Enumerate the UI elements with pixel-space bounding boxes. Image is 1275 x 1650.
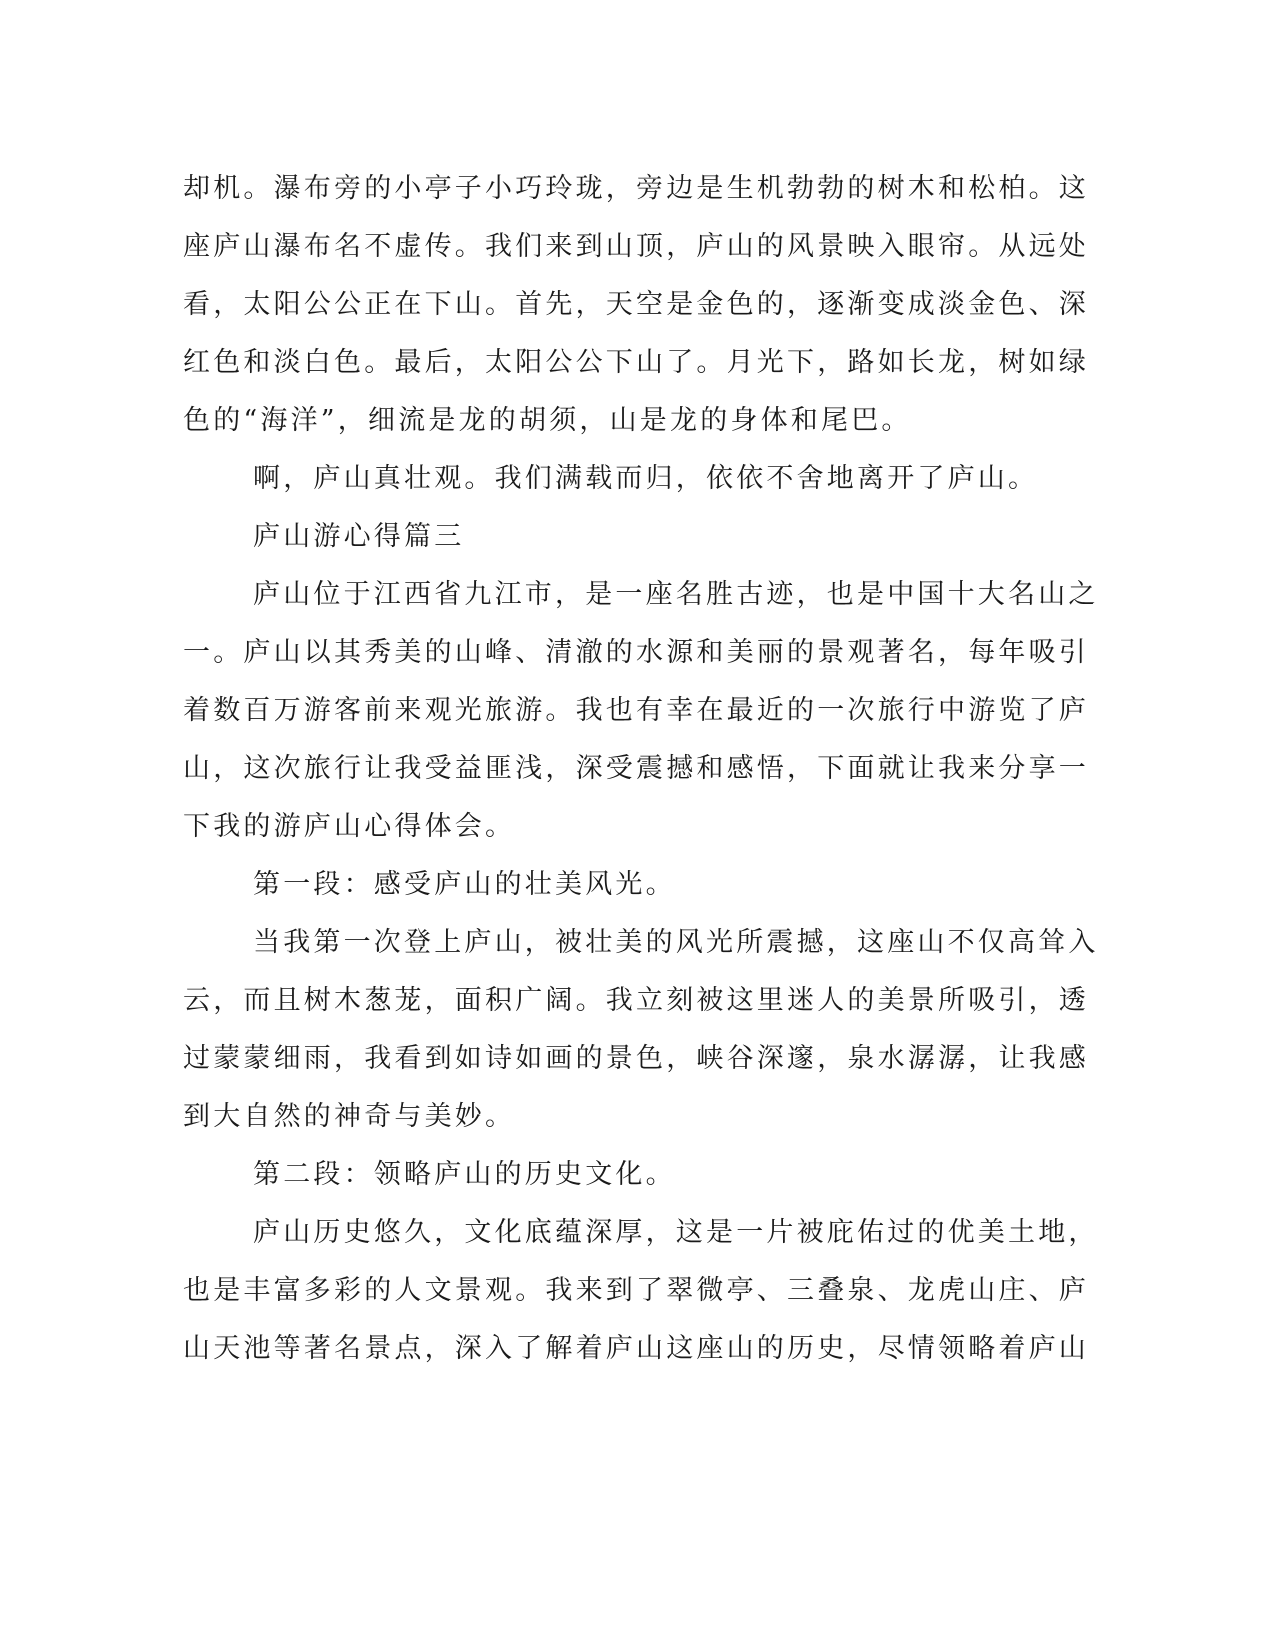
subsection-heading: 第二段：领略庐山的历史文化。 bbox=[253, 1159, 676, 1190]
text-line: 云，而且树木葱茏，面积广阔。我立刻被这里迷人的美景所吸引，透 bbox=[183, 985, 1089, 1016]
text-line: 一。庐山以其秀美的山峰、清澈的水源和美丽的景观著名，每年吸引 bbox=[183, 637, 1089, 668]
text-line: 山，这次旅行让我受益匪浅，深受震撼和感悟，下面就让我来分享一 bbox=[183, 753, 1089, 784]
text-line: 红色和淡白色。最后，太阳公公下山了。月光下，路如长龙，树如绿 bbox=[183, 347, 1089, 378]
text-line: 到大自然的神奇与美妙。 bbox=[183, 1101, 516, 1132]
paragraph-start-line: 庐山位于江西省九江市，是一座名胜古迹，也是中国十大名山之 bbox=[253, 579, 1099, 610]
subsection-heading: 第一段：感受庐山的壮美风光。 bbox=[253, 869, 676, 900]
paragraph-start-line: 啊，庐山真壮观。我们满载而归，依依不舍地离开了庐山。 bbox=[253, 463, 1039, 494]
text-line: 却机。瀑布旁的小亭子小巧玲珑，旁边是生机勃勃的树木和松柏。这 bbox=[183, 173, 1089, 204]
paragraph-start-line: 当我第一次登上庐山，被壮美的风光所震撼，这座山不仅高耸入 bbox=[253, 927, 1099, 958]
text-line: 也是丰富多彩的人文景观。我来到了翠微亭、三叠泉、龙虎山庄、庐 bbox=[183, 1275, 1089, 1306]
text-line: 下我的游庐山心得体会。 bbox=[183, 811, 516, 842]
paragraph-start-line: 庐山历史悠久，文化底蕴深厚，这是一片被庇佑过的优美土地， bbox=[253, 1217, 1099, 1248]
text-line: 过蒙蒙细雨，我看到如诗如画的景色，峡谷深邃，泉水潺潺，让我感 bbox=[183, 1043, 1089, 1074]
text-line: 着数百万游客前来观光旅游。我也有幸在最近的一次旅行中游览了庐 bbox=[183, 695, 1089, 726]
text-line: 色的“海洋”，细流是龙的胡须，山是龙的身体和尾巴。 bbox=[183, 405, 912, 436]
text-line: 山天池等著名景点，深入了解着庐山这座山的历史，尽情领略着庐山 bbox=[183, 1333, 1089, 1364]
text-line: 看，太阳公公正在下山。首先，天空是金色的，逐渐变成淡金色、深 bbox=[183, 289, 1089, 320]
text-line: 座庐山瀑布名不虚传。我们来到山顶，庐山的风景映入眼帘。从远处 bbox=[183, 231, 1089, 262]
section-heading: 庐山游心得篇三 bbox=[253, 521, 465, 552]
body-text bbox=[183, 160, 1099, 1378]
